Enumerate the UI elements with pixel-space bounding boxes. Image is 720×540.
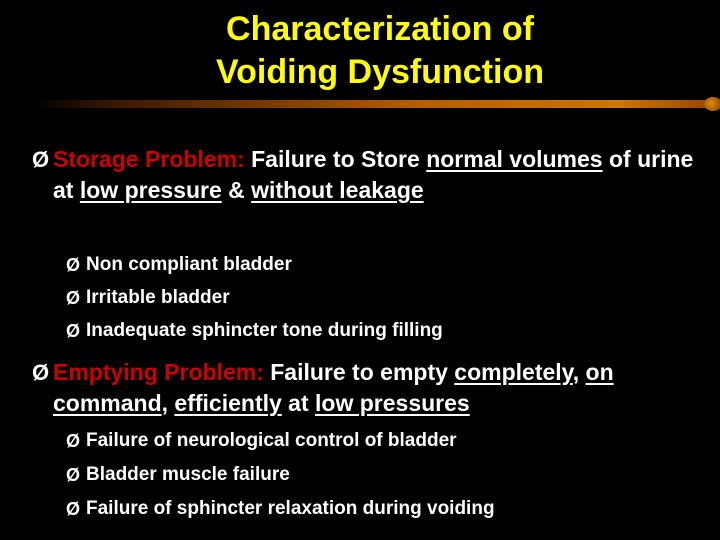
sub-bullet [66,284,716,312]
underlined-term: low pressure [79,177,222,203]
sub-bullet-text: Bladder muscle failure [86,464,290,485]
text-run: of urine at [53,146,694,203]
bullet-text [32,144,712,206]
slide-title [0,8,720,94]
sub-bullet-text: Failure of sphincter relaxation during voiding [86,498,495,519]
title-line-2: Voiding Dysfunction [215,53,544,91]
arrow-bullet-icon: Ø [66,255,81,275]
underlined-term: efficiently [174,390,282,416]
emptying-problem-label: Emptying Problem: [53,359,264,385]
arrow-bullet-icon: Ø [66,465,81,485]
sub-bullet-text: Irritable bladder [86,287,230,308]
bullet-text [32,357,712,419]
sub-bullet [66,495,716,523]
underlined-term: normal volumes [426,146,603,172]
title-divider [32,100,720,108]
arrow-bullet-icon: Ø [32,360,50,385]
underlined-term: without leakage [251,177,424,203]
storage-problem-label: Storage Problem: [53,146,245,172]
arrow-bullet-icon: Ø [66,288,81,308]
arrow-bullet-icon: Ø [66,431,81,451]
underlined-term: completely [454,359,573,385]
sub-bullet [66,317,716,345]
sub-bullet-text: Failure of neurological control of bladder [86,430,457,451]
sub-bullet-text: Non compliant bladder [86,254,292,275]
sub-bullet [66,427,716,455]
sub-bullet [66,461,716,489]
sub-bullet-text: Inadequate sphincter tone during filling [86,320,443,341]
underlined-term: low pressures [315,390,470,416]
bullet-storage-problem [32,144,712,206]
title-line-1: Characterization of [226,10,534,48]
text-run: , [572,359,586,385]
text-run: Failure to Store [244,146,427,172]
text-run: , [161,390,175,416]
sub-bullet [66,251,716,279]
bullet-emptying-problem [32,357,712,419]
text-run: Failure to empty [263,359,455,385]
arrow-bullet-icon: Ø [66,321,81,341]
text-run: & [221,177,252,203]
arrow-bullet-icon: Ø [32,147,50,172]
divider-end-ornament [704,97,720,111]
underlined-term: on command [53,359,614,416]
text-run: at [281,390,316,416]
arrow-bullet-icon: Ø [66,499,81,519]
